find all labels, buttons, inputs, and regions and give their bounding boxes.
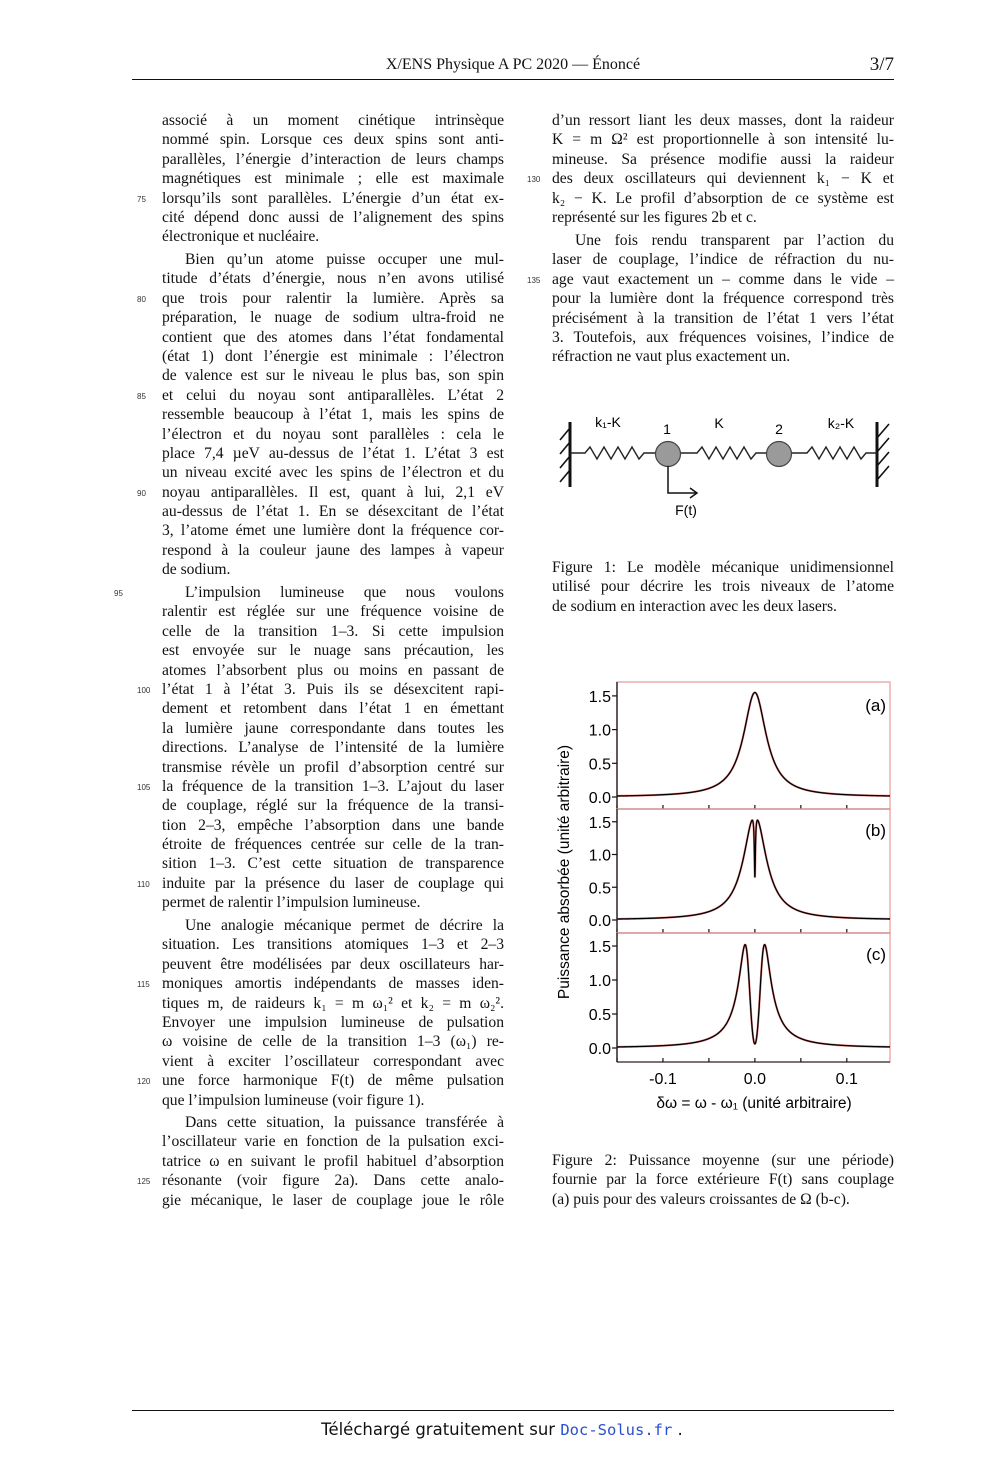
text-line: respond à la couleur jaune des lampes à vapeur [162,541,504,559]
absorption-curve-1 [617,820,890,919]
text-line: dement et retombent dans l’état 1 en émettant [162,700,504,718]
text-line: au-dessus de l’état 1. En se désexcitant de l’état [162,503,504,521]
text-line: 100 l’état 1 à l’état 3. Puis ils se désexcitent rapi- [162,680,504,699]
text-line: contient que des atomes dans l’état fondamental [162,328,504,346]
text-line: gie mécanique, le laser de couplage joue le rôle [162,1191,504,1209]
text-line: magnétiques est minimale ; elle est maximale [162,170,504,188]
figure-2-caption [552,1151,894,1209]
text-line: directions. L’analyse de l’intensité de la lumière [162,739,504,757]
y-tick-label: 0.0 [588,790,611,807]
text-line: parallèles, l’énergie d’interaction de leurs champs [162,150,504,168]
line-number: 90 [137,488,146,498]
label-k: K [714,415,724,431]
y-tick-label: 0.5 [588,1007,611,1024]
text-line: mineuse. Sa présence modifie aussi la raideur [552,150,894,168]
text-line: Une analogie mécanique permet de décrire la [185,917,504,934]
line-number: 105 [137,782,151,792]
y-tick-label: 0.5 [588,756,611,774]
panel-frame [617,682,890,809]
text-line: précisément à la transition de l’état 1 vers l’état [552,309,894,327]
label-mass-2: 2 [775,421,783,437]
text-line: de sodium. [162,561,231,579]
text-line: K = m Ω² est proportionnelle à son intensité lu- [552,131,894,149]
text-line: (état 1) dont l’énergie est minimale : l’électron [162,347,504,365]
text-line: 75 lorsqu’ils sont parallèles. L’énergie d’un état ex- [162,189,504,208]
spring-right [791,447,877,459]
line-number: 95 [114,589,123,598]
label-k1-minus-k: k₁-K [595,414,621,430]
text-line: 3. Toutefois, aux fréquences voisines, l’indice de [552,328,894,346]
line-number: 85 [137,391,146,401]
text-line: laser de couplage, l’indice de réfraction du nu- [552,251,894,269]
text-line: atomes l’absorbent plus ou moins en passant de [162,661,504,679]
text-line: transmise révèle un profil d’absorption centré sur [162,758,504,776]
text-line: ressemble beaucoup à l’état 1, mais les spins de [162,406,504,424]
text-line: cité dépend donc aussi de l’alignement des spins [162,208,504,226]
line-number: 120 [137,1077,151,1087]
text-line: 110 induite par la présence du laser de couplage qui [162,874,504,893]
right-wall [877,422,889,487]
line-number: 115 [137,980,150,990]
text-line: place 7,4 µeV au-dessus de l’état 1. L’état 3 est [162,444,504,462]
line-number: 80 [137,294,146,304]
text-line: l’électron et du noyau sont parallèles : cela le [162,425,504,443]
force-arrow [668,466,697,498]
text-line: vient à exciter l’oscillateur correspondant avec [162,1052,504,1070]
text-line: l’oscillateur varie en fonction de la pulsation exci- [162,1133,504,1151]
label-force: F(t) [675,502,697,518]
y-tick-label: 1.5 [588,814,611,832]
text-line: situation. Les transitions atomiques 1–3 et 2–3 [162,936,504,954]
paragraph [137,111,504,247]
text-line: 135 age vaut exactement un – comme dans le vide – [552,270,894,289]
text-line: peuvent être modélisées par deux oscillateurs har- [162,955,504,973]
text-line: tion 2–3, empêche l’absorption dans une bande [162,816,504,834]
caption-line: Figure 1: Le modèle mécanique unidimensionnel [552,559,894,576]
text-line: Dans cette situation, la puissance transférée à [185,1114,504,1131]
footer-text: Téléchargé gratuitement sur [321,1420,561,1439]
header-rule [132,79,894,80]
line-number: 75 [137,194,146,204]
text-line: Envoyer une impulsion lumineuse de pulsation [162,1013,504,1031]
line-number: 135 [527,275,541,285]
text-line: titude d’états d’énergie, nous n’en avons utilisé [162,270,504,288]
text-line: ω voisine de celle de la transition 1–3 (ω₁) re- [162,1033,504,1051]
text-line: de valence est sur le niveau le plus bas, son spin [162,367,504,385]
text-line: k₂ − K. Le profil d’absorption de ce système est [552,189,894,207]
text-line: de couplage, réglé sur la fréquence de la transi- [162,797,504,815]
text-line: tiques m, de raideurs k₁ = m ω₁² et k₂ = m ω₂². [162,994,504,1012]
text-line: 105 la fréquence de la transition 1–3. L’ajout du laser [162,777,504,796]
panel-label: (c) [866,945,886,964]
text-line: Une fois rendu transparent par l’action du [575,232,894,249]
figure-2-absorption-chart [545,675,895,1115]
text-line: 90 noyau antiparallèles. Il est, quant à lui, 2,1 eV [162,483,504,502]
label-mass-1: 1 [663,421,671,437]
text-line: la lumière jaune correspondante dans toutes les [162,719,504,737]
y-tick-label: 1.0 [588,973,611,990]
text-line: 3, l’atome émet une lumière dont la fréquence cor- [162,522,504,540]
figure-1-caption [552,558,894,616]
text-line: 120 une force harmonique F(t) de même pulsation [162,1071,504,1090]
text-line: associé à un moment cinétique intrinsèque [162,112,504,129]
text-line: Bien qu’un atome puisse occuper une mul- [185,251,504,268]
label-k2-minus-k: k₂-K [827,415,855,431]
y-tick-label: 1.5 [588,688,611,706]
text-line: nommé spin. Lorsque ces deux spins sont anti- [162,131,504,149]
text-line: 95 L’impulsion lumineuse que nous voulons [162,583,504,602]
paragraph [137,1113,504,1210]
line-number: 100 [137,685,151,695]
text-line: pour la lumière dont la fréquence correspond très [552,290,894,308]
page-number: 3/7 [869,54,894,75]
y-tick-label: 0.0 [588,913,611,930]
doc-solus-link[interactable]: Doc-Solus.fr [560,1421,673,1439]
text-line: permet de ralentir l’impulsion lumineuse. [162,894,421,912]
spring-left [570,447,656,459]
curve-shadow-2 [617,945,890,1047]
y-tick-label: 0.5 [588,880,611,898]
caption-line: de sodium en interaction avec les deux lasers. [552,597,837,615]
text-line: 80 que trois pour ralentir la lumière. Après sa [162,289,504,308]
line-number: 130 [527,175,541,185]
text-line: 115 moniques amortis indépendants de masses iden- [162,974,504,993]
footer-rule [132,1410,894,1411]
text-line: électronique et nucléaire. [162,228,320,246]
text-line: d’un ressort liant les deux masses, dont la raideur [552,112,894,129]
text-line: 125 résonante (voir figure 2a). Dans cette analo- [162,1171,504,1190]
footer [0,1420,1004,1439]
absorption-curve-0 [617,693,890,796]
x-tick-label: 0.0 [743,1071,767,1088]
caption-line: Figure 2: Puissance moyenne (sur une période) [552,1152,894,1169]
text-line: étroite de fréquences centrée sur celle de la tran- [162,836,504,854]
y-axis-label: Puissance absorbée (unité arbitraire) [556,744,573,1000]
text-line: 85 et celui du noyau sont antiparallèles. L’état 2 [162,386,504,405]
x-axis-label: δω = ω - ω₁ (unité arbitraire) [656,1095,852,1112]
text-line: ralentir est réglée sur une fréquence voisine de [162,603,504,621]
y-tick-label: 1.5 [588,939,611,956]
figure-1-spring-diagram [545,400,895,525]
text-line: un niveau excité avec les spins de l’électron et du [162,464,504,482]
y-tick-label: 1.0 [588,847,611,865]
y-tick-label: 1.0 [588,722,611,740]
spring-middle [680,447,767,459]
mass-1 [656,442,681,467]
line-number: 110 [137,879,150,889]
panel-label: (a) [865,696,886,715]
text-line: 130 des deux oscillateurs qui deviennent k₁ − K et [552,169,894,188]
header-title: X/ENS Physique A PC 2020 — Énoncé [385,56,641,73]
caption-line: (a) puis pour des valeurs croissantes de Ω (b-c). [552,1190,850,1208]
panel-label: (b) [865,821,886,840]
paragraph [137,916,504,1110]
x-tick-label: 0.1 [835,1071,858,1088]
paragraph [137,250,504,580]
text-line: celle de la transition 1–3. Si cette impulsion [162,622,504,640]
x-tick-label: -0.1 [649,1071,677,1088]
caption-line: utilisé pour décrire les trois niveaux de l’atome [552,578,894,596]
text-line: tatrice ω en suivant le profil habituel d’absorption [162,1152,504,1170]
caption-line: fournie par la force extérieure F(t) sans couplage [552,1171,894,1189]
curve-shadow-0 [617,693,890,796]
paragraph [527,111,894,227]
text-line: est envoyée sur le nuage sans précaution, les [162,642,504,660]
paragraph [114,583,504,913]
text-line: sition 1–3. C’est cette situation de transparence [162,855,504,873]
paragraph [527,231,894,367]
text-line: réfraction ne vaut plus exactement un. [552,348,791,366]
text-line: que l’impulsion lumineuse (voir figure 1). [162,1091,425,1109]
text-line: préparation, le nuage de sodium ultra-froid ne [162,309,504,327]
mass-2 [767,442,792,467]
footer-end: . [672,1420,683,1439]
line-number: 125 [137,1177,151,1187]
left-wall [560,422,570,487]
text-line: représenté sur les figures 2b et c. [552,208,757,226]
y-tick-label: 0.0 [588,1041,611,1058]
